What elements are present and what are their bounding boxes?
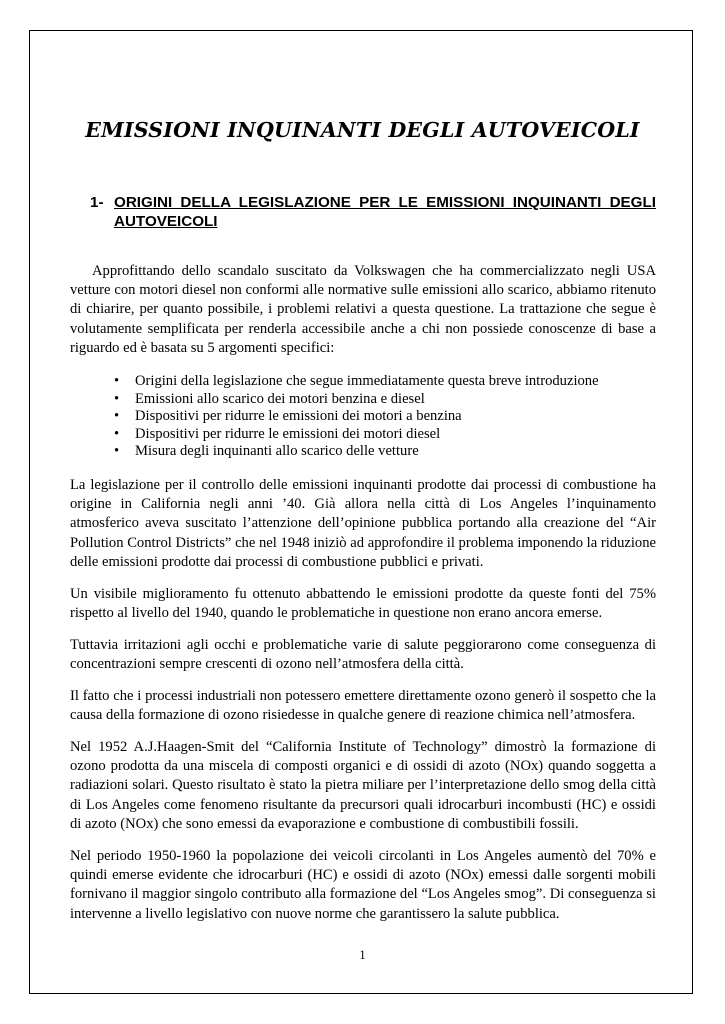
list-item: • Origini della legislazione che segue immediatamente questa breve introduzione	[114, 373, 599, 389]
section-number: 1-	[90, 194, 104, 211]
bullet-icon: •	[114, 443, 120, 460]
body-paragraph: Tuttavia irritazioni agli occhi e problematiche varie di salute peggiorarono come conseguenza di concentrazioni sempre crescenti di ozono nell’atmosfera della città.	[70, 637, 656, 673]
list-item: • Dispositivi per ridurre le emissioni dei motori a benzina	[114, 408, 462, 425]
list-item: • Emissioni allo scarico dei motori benzina e diesel	[114, 390, 425, 407]
list-item: • Dispositivi per ridurre le emissioni dei motori diesel	[114, 425, 441, 442]
topic-list	[114, 373, 654, 461]
section-heading-text: ORIGINI DELLA LEGISLAZIONE PER LE EMISSIONI INQUINANTI DEGLI AUTOVEICOLI	[114, 194, 656, 230]
bullet-icon: •	[114, 373, 120, 389]
body-paragraph: La legislazione per il controllo delle emissioni inquinanti prodotte dai processi di combustione ha origine in California negli anni ’40. Già allora nella città di Los Angeles l’inquinamento atmosferico aveva suscitato l’attenzione dell’opinione pubblica portando alla creazione del “Air Pollution Control Districts” che nel 1948 iniziò ad approfondire il problema imponendo la riduzione delle emissioni prodotte dai processi di combustione pubblici e privati.	[70, 477, 656, 570]
document-title: EMISSIONI INQUINANTI DEGLI AUTOVEICOLI	[85, 118, 640, 142]
body-paragraph: Nel periodo 1950-1960 la popolazione dei veicoli circolanti in Los Angeles aumentò del 70% e quindi emerse evidente che idrocarburi (HC) e ossidi di azoto (NOx) emessi dalle sorgenti mobili fornivano il maggior singolo contributo alla formazione del “Los Angeles smog”. Di conseguenza si intervenne a livello legislativo con nuove norme che garantissero la salute pubblica.	[70, 848, 656, 922]
list-item: • Misura degli inquinanti allo scarico delle vetture	[114, 443, 419, 460]
body-paragraph: Un visibile miglioramento fu ottenuto abbattendo le emissioni prodotte da queste fonti del 75% rispetto al livello del 1940, quando le problematiche in questione non erano ancora emerse.	[70, 586, 656, 622]
intro-paragraph: Approfittando dello scandalo suscitato da Volkswagen che ha commercializzato negli USA vetture con motori diesel non conformi alle normative sulle emissioni allo scarico, abbiamo ritenuto di chiarire, per quanto possibile, i problemi relativi a questa questione. La trattazione che segue è volutamente semplificata per renderla accessibile anche a chi non possiede conoscenze di base a riguardo ed è basata su 5 argomenti specifici:	[70, 263, 656, 356]
body-paragraph: Il fatto che i processi industriali non potessero emettere direttamente ozono generò il sospetto che la causa della formazione di ozono risiedesse in qualche genere di reazione chimica nell’atmosfera.	[70, 688, 656, 724]
bullet-icon: •	[114, 408, 120, 425]
page-number: 1	[359, 948, 366, 962]
bullet-icon: •	[114, 425, 120, 442]
bullet-icon: •	[114, 390, 120, 407]
body-paragraph: Nel 1952 A.J.Haagen-Smit del “California Institute of Technology” dimostrò la formazione di ozono prodotta da una miscela di composti organici e di ossidi di azoto (NOx) quando soggetta a radiazioni solari. Questo risultato è stato la pietra miliare per l’interpretazione dello smog della città di Los Angeles come fenomeno risultante da precursori quali idrocarburi incombusti (HC) e ossidi di azoto (NOx) che sono emessi da evaporazione e combustione di combustibili fossili.	[70, 739, 656, 832]
